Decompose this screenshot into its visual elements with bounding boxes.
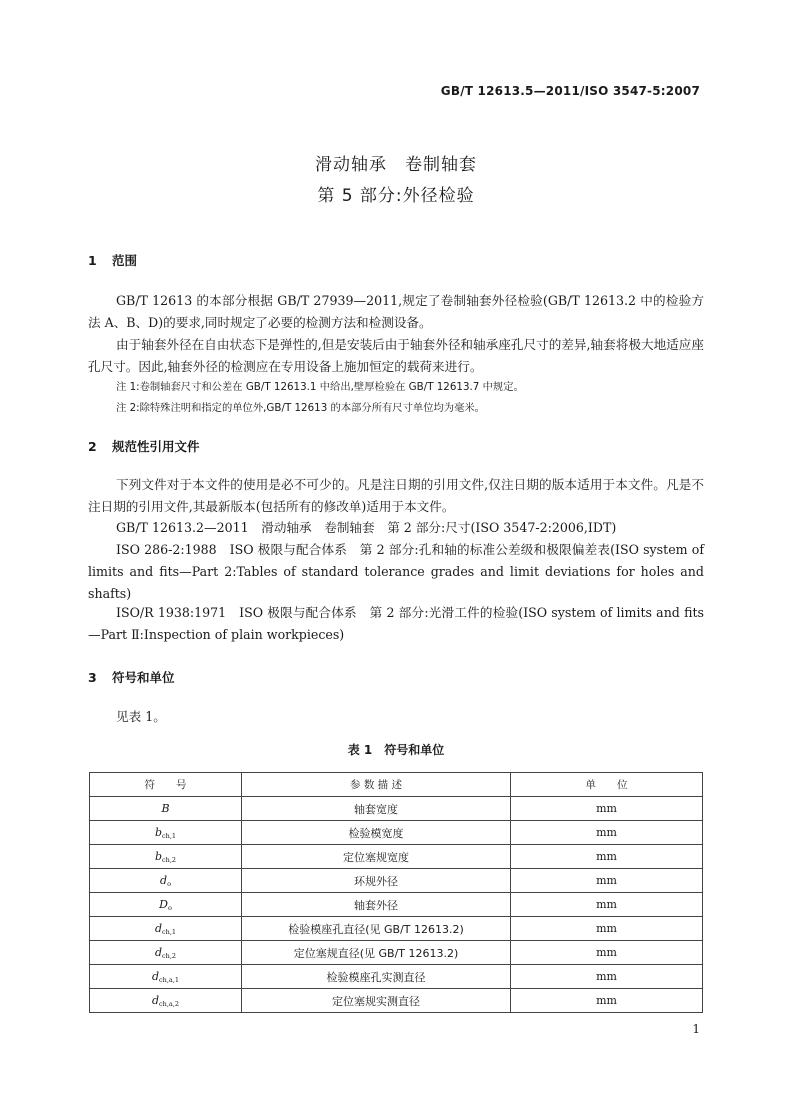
table-row bbox=[90, 965, 703, 989]
table-row bbox=[90, 893, 703, 917]
symbols-intro: 见表 1。 bbox=[116, 709, 166, 724]
symbol-main: B bbox=[161, 801, 170, 815]
symbol-cell bbox=[90, 917, 242, 941]
section-number: 3 bbox=[88, 670, 97, 685]
page-number: 1 bbox=[692, 1022, 700, 1036]
unit-cell: mm bbox=[511, 893, 703, 917]
table-row bbox=[90, 917, 703, 941]
symbol-main: b bbox=[154, 825, 162, 839]
table-row bbox=[90, 845, 703, 869]
symbol-main: d bbox=[154, 921, 162, 935]
scope-paragraph-2: 由于轴套外径在自由状态下是弹性的,但是安装后由于轴套外径和轴承座孔尺寸的差异,轴套将极大地适应座孔尺寸。因此,轴套外径的检测应在专用设备上施加恒定的载荷来进行。 bbox=[88, 337, 704, 374]
section-heading-symbols bbox=[88, 668, 175, 686]
unit-cell: mm bbox=[511, 845, 703, 869]
symbol-main: d bbox=[151, 993, 160, 1007]
symbol-main: d bbox=[154, 945, 162, 959]
section-title: 范围 bbox=[112, 253, 138, 268]
description-cell: 定位塞规直径(见 GB/T 12613.2) bbox=[242, 941, 511, 965]
symbol-cell bbox=[90, 869, 242, 893]
unit-cell: mm bbox=[511, 989, 703, 1013]
unit-cell: mm bbox=[511, 917, 703, 941]
unit-cell: mm bbox=[511, 869, 703, 893]
table-row bbox=[90, 797, 703, 821]
symbol-subscript: o bbox=[167, 903, 172, 912]
symbol-cell bbox=[90, 797, 242, 821]
reference-item-1: GB/T 12613.2—2011 滑动轴承 卷制轴套 第 2 部分:尺寸(ISO 3547-2:2006,IDT) bbox=[116, 520, 617, 535]
symbol-subscript: ch,1 bbox=[162, 927, 177, 936]
symbols-table bbox=[89, 772, 703, 1013]
table-row bbox=[90, 941, 703, 965]
symbol-subscript: ch,1 bbox=[162, 831, 177, 840]
description-cell: 检验模座孔实测直径 bbox=[242, 965, 511, 989]
symbol-main: d bbox=[160, 873, 168, 887]
section-title: 规范性引用文件 bbox=[112, 439, 200, 454]
symbol-cell bbox=[90, 941, 242, 965]
scope-paragraph-1: GB/T 12613 的本部分根据 GB/T 27939—2011,规定了卷制轴套外径检验(GB/T 12613.2 中的检验方法 A、B、D)的要求,同时规定了必要的检测方法和检测设备。 bbox=[88, 293, 704, 330]
section-heading-scope bbox=[88, 251, 137, 269]
symbol-main: d bbox=[151, 969, 160, 983]
scope-note-2: 注 2:除特殊注明和指定的单位外,GB/T 12613 的本部分所有尺寸单位均为毫米。 bbox=[116, 402, 485, 414]
table-row bbox=[90, 869, 703, 893]
table-caption: 表 1 符号和单位 bbox=[347, 743, 445, 757]
section-heading-references bbox=[88, 437, 200, 455]
unit-cell: mm bbox=[511, 821, 703, 845]
symbol-cell bbox=[90, 845, 242, 869]
section-title: 符号和单位 bbox=[112, 670, 175, 685]
table-row bbox=[90, 821, 703, 845]
symbol-subscript: ch,2 bbox=[162, 855, 177, 864]
symbol-subscript: ch,a,2 bbox=[159, 999, 180, 1008]
description-cell: 环规外径 bbox=[242, 869, 511, 893]
description-cell: 定位塞规实测直径 bbox=[242, 989, 511, 1013]
header-symbol: 符 号 bbox=[90, 773, 242, 797]
symbol-cell bbox=[90, 821, 242, 845]
section-number: 1 bbox=[88, 253, 97, 268]
table-row bbox=[90, 989, 703, 1013]
section-number: 2 bbox=[88, 439, 97, 454]
description-cell: 定位塞规宽度 bbox=[242, 845, 511, 869]
symbol-main: D bbox=[159, 897, 168, 911]
scope-note-1: 注 1:卷制轴套尺寸和公差在 GB/T 12613.1 中给出,壁厚检验在 GB/T 12613.7 中规定。 bbox=[116, 381, 524, 393]
document-title-line2: 第 5 部分:外径检验 bbox=[317, 186, 475, 206]
header-unit: 单 位 bbox=[511, 773, 703, 797]
symbol-subscript: ch,a,1 bbox=[159, 975, 180, 984]
reference-item-2: ISO 286-2:1988 ISO 极限与配合体系 第 2 部分:孔和轴的标准公差级和极限偏差表(ISO system of limits and fits—Part 2:Tables of standard tolerance grades and limit deviations for holes and shafts) bbox=[88, 542, 704, 601]
symbol-subscript: ch,2 bbox=[162, 951, 177, 960]
unit-cell: mm bbox=[511, 797, 703, 821]
description-cell: 轴套宽度 bbox=[242, 797, 511, 821]
reference-item-3: ISO/R 1938:1971 ISO 极限与配合体系 第 2 部分:光滑工件的检验(ISO system of limits and fits—Part Ⅱ:Inspection of plain workpieces) bbox=[88, 605, 704, 642]
standard-code: GB/T 12613.5—2011/ISO 3547-5:2007 bbox=[440, 84, 700, 98]
unit-cell: mm bbox=[511, 965, 703, 989]
unit-cell: mm bbox=[511, 941, 703, 965]
symbol-cell bbox=[90, 989, 242, 1013]
description-cell: 检验模宽度 bbox=[242, 821, 511, 845]
symbol-cell bbox=[90, 965, 242, 989]
symbol-cell bbox=[90, 893, 242, 917]
header-description: 参 数 描 述 bbox=[242, 773, 511, 797]
description-cell: 轴套外径 bbox=[242, 893, 511, 917]
references-intro: 下列文件对于本文件的使用是必不可少的。凡是注日期的引用文件,仅注日期的版本适用于本文件。凡是不注日期的引用文件,其最新版本(包括所有的修改单)适用于本文件。 bbox=[88, 477, 704, 514]
symbol-main: b bbox=[154, 849, 162, 863]
table-header-row bbox=[90, 773, 703, 797]
document-title-line1: 滑动轴承 卷制轴套 bbox=[315, 155, 477, 175]
symbol-subscript: o bbox=[167, 879, 171, 888]
description-cell: 检验模座孔直径(见 GB/T 12613.2) bbox=[242, 917, 511, 941]
